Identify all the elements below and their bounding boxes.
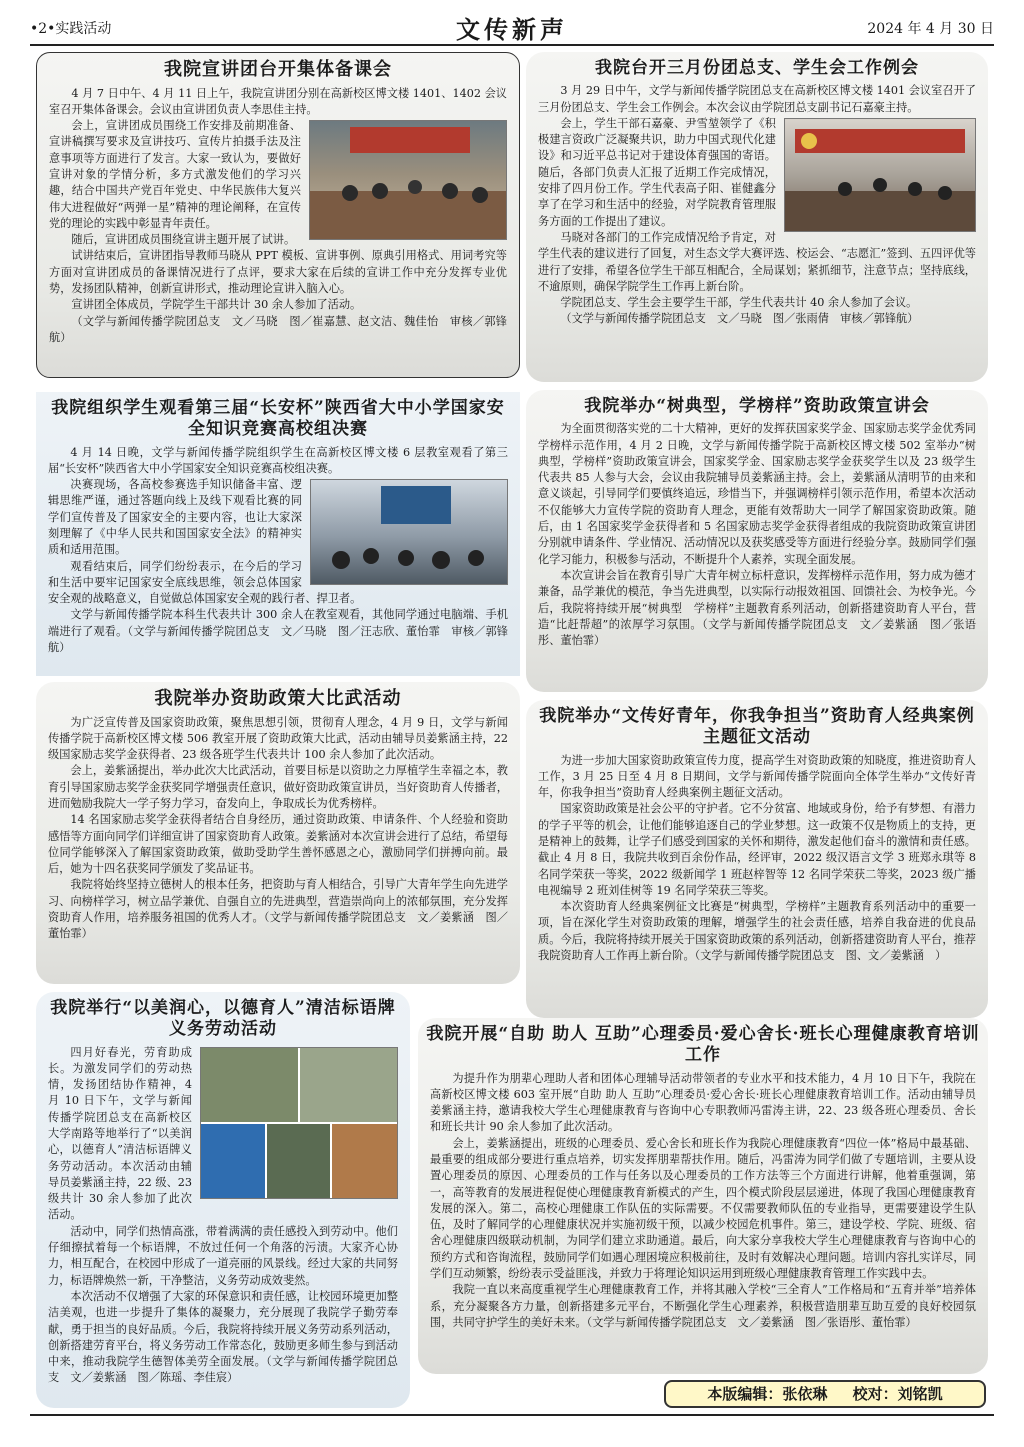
- credit-line: （文学与新闻传播学院团总支 文／马晓 图／崔嘉慧、赵文洁、魏佳怡 审核／郭锋航）: [49, 314, 507, 344]
- masthead: [30, 10, 994, 46]
- article-title: 我院宣讲团台开集体备课会: [164, 59, 392, 80]
- paragraph: 为全面贯彻落实党的二十大精神，更好的发挥获国家奖学金、国家励志奖学金优秀同学榜样示范作用，4 月 2 日晚，文学与新闻传播学院于高新校区博文楼 502 室举办“树典型，学榜样”资助政策宣讲会，国家奖学金、国家励志奖学金获奖学生以及 23 级学生代表共 85 人参与大会，会议由我院辅导员姜紫涵主持。会上，姜紫涵从清明节的由来和意义谈起，引导同学们要慎终追远，珍惜当下，并强调榜样引领示范作用，希望本次活动不仅能够大力宣传学院的资助育人理念，更能有效帮助大一同学了解国家资助政策。随后，由 1 名国家奖学金获得者和 5 名国家励志奖学金获得者组成的我院资助政策宣讲团分别就申请条件、学业情况、活动情况以及获奖感受等方面进行经验分享。鼓励同学们强化学习能力，积极参与活动，不断提升个人素养，实现全面发展。: [538, 422, 976, 566]
- meeting-scene-illustration: [310, 121, 506, 239]
- paragraph: 会上，学生干部石嘉豪、尹雪堃领学了《积极建言资政广泛凝聚共识，助力中国式现代化建设》和习近平总书记对于建设体育强国的寄语。随后，各部门负责人汇报了近期工作完成情况，安排了四月份工作。学生代表高子阳、崔健鑫分享了在学习和生活中的经验，对学院教育管理服务方面的工作提出了建议。: [538, 116, 776, 228]
- article-body: [430, 1071, 976, 1332]
- paragraph: 为进一步加大国家资助政策宣传力度，提高学生对资助政策的知晓度，推进资助育人工作，3 月 25 日至 4 月 8 日期间，文学与新闻传播学院面向全体学生举办“文传好青年，你我争担当”资助育人经典案例主题征文活动。: [538, 753, 976, 800]
- article-body: [48, 715, 508, 943]
- paragraph: 马晓对各部门的工作完成情况给予肯定，对学生代表的建议进行了回复，对生态文学大赛评选、校运会、“志愿汇”签到、五四评优等进行了安排，希望各位学生干部互相配合，全局谋划；紧抓细节，注意节点；坚持底线，不逾原则，确保学院学生工作再上新台阶。: [538, 230, 976, 293]
- article-march-council-meeting: [526, 52, 988, 382]
- article-body: [538, 421, 976, 649]
- editor-credit-box: [664, 1380, 986, 1408]
- article-mental-health-training: [418, 1018, 988, 1374]
- article-preaching-lesson-prep: [36, 52, 520, 378]
- paragraph: 3 月 29 日中午，文学与新闻传播学院团总支在高新校区博文楼 1401 会议室召开了三月份团总支、学生会工作例会。本次会议由学院团总支副书记石嘉豪主持。: [538, 84, 976, 114]
- paragraph: 观看结束后，同学们纷纷表示，在今后的学习和生活中要牢记国家安全底线思维，领会总体国家安全观的战略意义，自觉做总体国家安全观的践行者、捍卫者。: [48, 559, 362, 606]
- article-volunteer-cleaning: [36, 992, 410, 1408]
- article-body: [538, 753, 976, 965]
- paragraph: 本次宣讲会旨在教育引导广大青年树立标杆意识，发挥榜样示范作用，努力成为德才兼备，品学兼优的模范，争当先进典型，以实际行动报效祖国、回馈社会、为校争光。今后，我院将持续开展“树典型 学榜样”主题教育系列活动，创新搭建资助育人平台，营造“比赶帮超”的浓厚学习氛围。（文学与新闻传播学院团总支 文／姜紫涵 图／张语彤、董怡霏）: [538, 568, 976, 648]
- paragraph: 我院一直以来高度重视学生心理健康教育工作，并将其融入学校“三全育人”工作格局和“五育并举”培养体系，充分凝聚各方力量，创新搭建多元平台，不断强化学生心理素养，积极营造朋辈互助互爱的良好校园氛围，共同守护学生的美好未来。（文学与新闻传播学院团总支 文／姜紫涵 图／张语彤、董怡霏）: [430, 1283, 976, 1329]
- paragraph: 14 名国家励志奖学金获得者结合自身经历，通过资助政策、申请条件、个人经验和资助感悟等方面向同学们详细宣讲了国家资助育人政策。姜紫涵对本次宣讲会进行了总结，希望每位同学能够深入了解国家资助政策，做助受助学生善怀感恩之心，激励同学们拼搏向前。最后，她为十四名获奖同学颁发了奖品证书。: [48, 813, 508, 876]
- paragraph: 会上，姜紫涵提出，班级的心理委员、爱心舍长和班长作为我院心理健康教育“四位一体”格局中最基础、最重要的组成部分要进行重点培养，切实发挥朋辈帮扶作用。随后，冯雷涛为同学们做了专题培训，主要从设置心理委员的原因、心理委员的工作与任务以及心理委员的工作方法等三个方面进行讲解，他着重强调，第一，高等教育的发展进程促使心理健康教育新模式的产生，四个模式阶段层层递进，体现了我国心理健康教育发展的深入。第二，高校心理健康工作队伍的实际需要。不仅需要教师队伍的专业指导，更需要建设学生队伍，及时了解同学的心理健康状况并实施初级干预，以减少校园危机事件。第三，建设学校、学院、班级、宿舍心理健康四级联动机制，为同学们建立求助通道。最后，向大家分享我校大学生心理健康教育与咨询中心的预约方式和咨询流程，鼓励同学们如遇心理困境应积极前往，及时有效解决心理问题。培训内容扎实详尽，同学们互动频繁，纷纷表示受益匪浅，并致力于将理论知识运用到班级心理健康教育管理工作实践中去。: [430, 1136, 976, 1281]
- paragraph: 决赛现场，各高校参赛选手知识储备丰富、逻辑思维严谨，通过答题向线上及线下观看比赛的同学们宣传普及了国家安全的主要内容，也让大家深刻理解了《中华人民共和国国家安全法》的精神实质和适用范围。: [48, 478, 302, 557]
- paragraph: 本次活动不仅增强了大家的环保意识和责任感，让校园环境更加整洁美观，也进一步提升了集体的凝聚力，充分展现了我院学子勤劳奉献，勇于担当的良好品质。今后，我院将持续开展义务劳动系列活动，创新搭建劳育平台，将义务劳动工作常态化，鼓励更多师生参与到活动中来，推动我院学生德智体美劳全面发展。（文学与新闻传播学院团总支 文／姜紫涵 图／陈瑶、李佳宸）: [48, 1289, 398, 1385]
- credit-line: （文学与新闻传播学院团总支 文／马晓 图／张雨倩 审核／郭锋航）: [560, 312, 919, 326]
- collage-illustration: [201, 1048, 397, 1198]
- article-title: 我院举办资助政策大比武活动: [154, 688, 402, 709]
- section-label: •2•实践活动: [30, 21, 112, 37]
- paragraph: 为广泛宣传普及国家资助政策，聚焦思想引领，贯彻育人理念，4 月 9 日，文学与新闻传播学院于高新校区博文楼 506 教室开展了资助政策大比武，活动由辅导员姜紫涵主持，22 级国家励志奖学金获得者、23 级各班学生代表共计 100 余人参加了此次活动。: [48, 715, 508, 762]
- meeting-photo: [309, 120, 507, 240]
- editor-label: 本版编辑：张依琳: [707, 1385, 828, 1403]
- council-meeting-photo: [784, 118, 976, 232]
- paragraph: 本次资助育人经典案例征文比赛是“树典型，学榜样”主题教育系列活动中的重要一项，旨在深化学生对资助政策的理解，增强学生的社会责任感，培养自我奋进的优良品质。今后，我院将持续开展关于国家资助政策的系列活动，创新搭建资助育人平台，推荐我院资助育人工作再上新台阶。（文学与新闻传播学院团总支 图、文／姜紫涵 ）: [538, 900, 976, 963]
- article-title: 我院台开三月份团总支、学生会工作例会: [595, 58, 919, 78]
- paragraph: 宣讲团全体成员，学院学生干部共计 30 余人参加了活动。: [71, 298, 362, 312]
- paragraph: 4 月 14 日晚，文学与新闻传播学院组织学生在高新校区博文楼 6 层教室观看了第三届“长安杯”陕西省大中小学国家安全知识竞赛高校组决赛。: [48, 445, 508, 475]
- article-title: 我院举行“以美润心，以德育人”清洁标语牌义务劳动活动: [50, 998, 396, 1040]
- cleaning-photo-collage: [200, 1047, 398, 1199]
- paragraph: 四月好春光，劳育助成长。为激发同学们的劳动热情，发扬团结协作精神，4 月 10 日下午，文学与新闻传播学院团总支在高新校区大学南路等地举行了“以美润心，以德育人”清洁标语牌义务劳动活动。本次活动由辅导员姜紫涵主持，22 级、23 级共计 30 余人参加了此次活动。: [48, 1045, 192, 1222]
- paragraph: 随后，宣讲团成员围绕宣讲主题开展了试讲。: [71, 233, 296, 247]
- paragraph: 活动中，同学们热情高涨，带着满满的责任感投入到劳动中。他们仔细擦拭着每一个标语牌，不放过任何一个角落的污渍。大家齐心协力，相互配合，在校园中形成了一道亮丽的风景线。经过大家的共同努力，标语牌焕然一新，干净整洁，义务劳动成效斐然。: [48, 1224, 398, 1287]
- article-title: 我院开展“自助 助人 互助”心理委员·爱心舍长·班长心理健康教育培训工作: [426, 1024, 980, 1066]
- article-essay-contest: [526, 700, 988, 1018]
- article-title: 我院举办“文传好青年，你我争担当”资助育人经典案例主题征文活动: [539, 706, 975, 748]
- article-aid-policy-contest: [36, 682, 520, 984]
- proofreader-label: 校对：刘铭凯: [852, 1385, 943, 1403]
- bottom-rule: [30, 1414, 994, 1416]
- article-security-contest: [36, 392, 520, 676]
- article-body: [49, 86, 507, 347]
- paragraph: 我院将始终坚持立德树人的根本任务，把资助与育人相结合，引导广大青年学生向先进学习、向榜样学习，树立品学兼优、自强自立的先进典型，营造崇尚向上的浓郁氛围，充分发挥资助育人作用，培养服务祖国的优秀人才。（文学与新闻传播学院团总支 文／姜紫涵 图／董怡霏）: [48, 878, 508, 941]
- article-title: 我院组织学生观看第三届“长安杯”陕西省大中小学国家安全知识竞赛高校组决赛: [51, 398, 505, 440]
- issue-date: 2024 年 4 月 30 日: [867, 21, 994, 37]
- paper-name: 文传新声: [456, 15, 568, 44]
- paragraph: 试讲结束后，宣讲团指导教师马晓从 PPT 模板、宣讲事例、原典引用格式、用词考究等方面对宣讲团成员的备课情况进行了点评，要求大家在后续的宣讲工作中充分发挥专业优势，发扬团队精神，创新宣讲形式，推动理论宣讲入脑入心。: [49, 249, 507, 296]
- article-title: 我院举办“树典型，学榜样”资助政策宣讲会: [584, 396, 930, 416]
- paragraph: 会上，姜紫涵提出，举办此次大比武活动，首要目标是以资助之力厚植学生幸福之本，教育引导国家励志奖学金获奖同学增强责任意识，做好资助政策宣讲员，当好资助育人传播者，进而勉励我院大一学子努力学习，奋发向上，争取成长为优秀榜样。: [48, 764, 508, 810]
- article-aid-policy-talk: [526, 390, 988, 692]
- classroom-photo: [310, 479, 508, 585]
- paragraph: 国家资助政策是社会公平的守护者。它不分贫富、地域或身份，给予有梦想、有潜力的学子平等的机会，让他们能够追逐自己的学业梦想。这一政策不仅是物质上的支持，更是精神上的鼓舞，让学子们感受到国家的关怀和期待，激发起他们奋斗的激情和责任感。截止 4 月 8 日，我院共收到百余份作品，经评审，2022 级汉语言文学 3 班郑永琪等 8 名同学荣获一等奖，2022 级新闻学 1 班赵梓智等 12 名同学荣获二等奖，2023 级广播电视编导 2 班刘佳树等 19 名同学荣获三等奖。: [538, 802, 976, 897]
- article-body: [538, 83, 976, 327]
- council-scene-illustration: [785, 119, 975, 231]
- classroom-scene-illustration: [311, 480, 507, 584]
- article-body: [48, 1045, 398, 1387]
- paragraph: 文学与新闻传播学院本科生代表共计 300 余人在教室观看，其他同学通过电脑端、手机端进行了观看。（文学与新闻传播学院团总支 文／马晓 图／汪志欣、董怡霏 审核／郭锋航）: [48, 608, 508, 655]
- article-body: [48, 445, 508, 657]
- paragraph: 为提升作为朋辈心理助人者和团体心理辅导活动带领者的专业水平和技术能力，4 月 10 日下午，我院在高新校区博文楼 603 室开展“自助 助人 互助”心理委员·爱心舍长·班长心理健康教育培训工作。活动由辅导员姜紫涵主持，邀请我校大学生心理健康教育与咨询中心专职教师冯雷涛主讲，22、23 级各班心理委员、舍长和班长共计 90 余人参加了此次活动。: [430, 1071, 976, 1134]
- paragraph: 学院团总支、学生会主要学生干部，学生代表共计 40 余人参加了会议。: [560, 296, 918, 310]
- paragraph: 4 月 7 日中午、4 月 11 日上午，我院宣讲团分别在高新校区博文楼 1401、1402 会议室召开集体备课会。会议由宣讲团负责人李思佳主持。: [49, 86, 507, 116]
- paragraph: 会上，宣讲团成员围绕工作安排及前期准备、宣讲稿撰写要求及宣讲技巧、宣传片拍摄手法及注意事项等方面进行了发言。大家一致认为，要做好宣讲对象的学情分析，多方式激发他们的学习兴趣，结合中国共产党百年党史、中华民族伟大复兴伟大进程做好“两弹一星”精神的理论阐释，在宣传党的理论的实践中彰显青年责任。: [49, 119, 301, 230]
